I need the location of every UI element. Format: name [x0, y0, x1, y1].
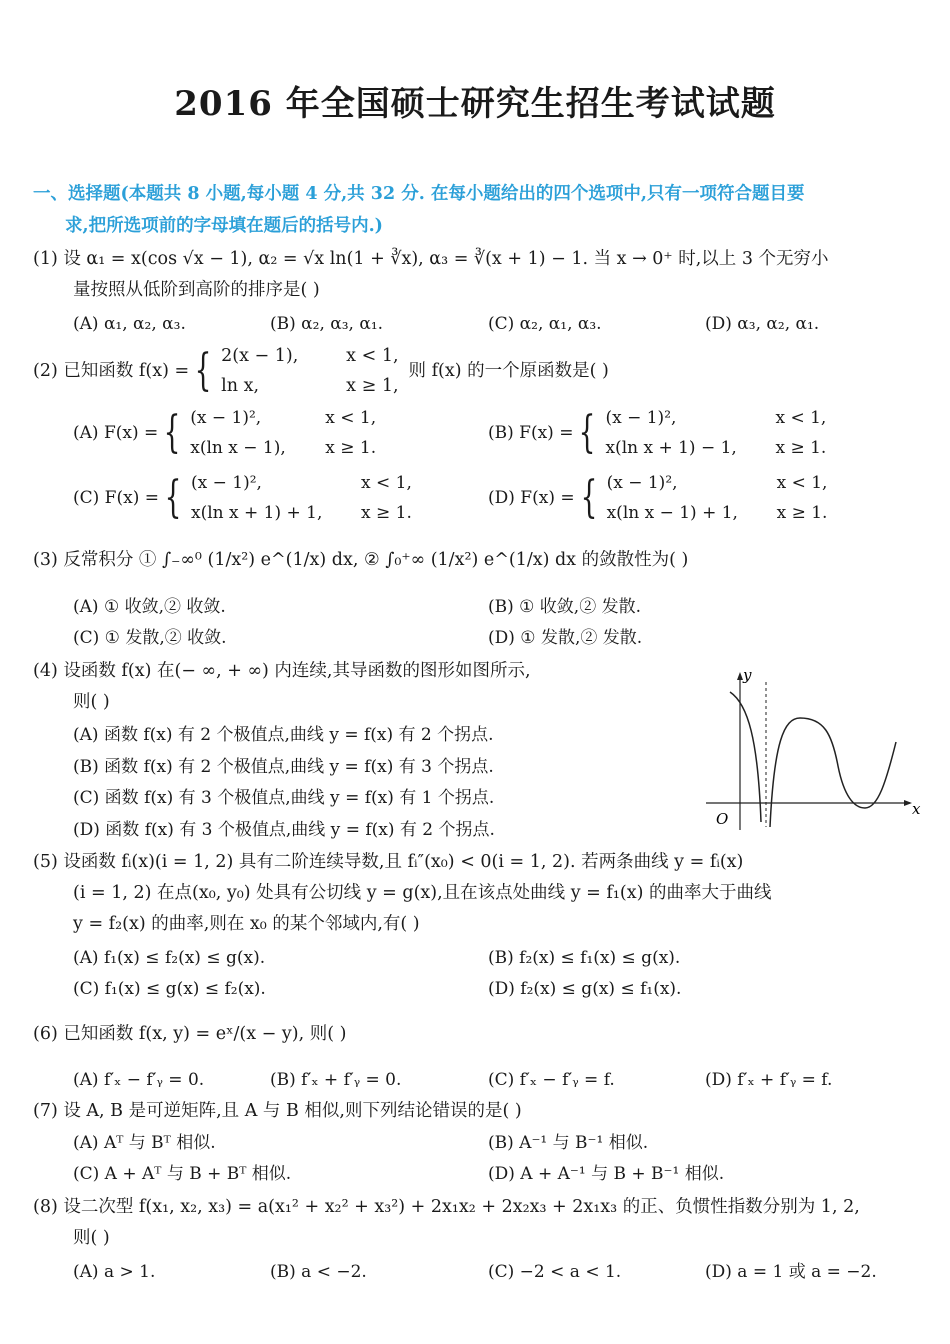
question-6-option-a[interactable]: (A) f′ₓ − f′ᵧ = 0.	[73, 1070, 205, 1090]
q2d-case-2-cond: x ≥ 1.	[776, 503, 828, 523]
derivative-curve-right-branch	[770, 718, 896, 827]
question-2-option-d[interactable]	[488, 468, 827, 528]
question-2-option-c[interactable]	[73, 468, 412, 528]
question-7-option-c[interactable]: (C) A + Aᵀ 与 B + Bᵀ 相似.	[73, 1164, 292, 1184]
question-7-option-d[interactable]: (D) A + A⁻¹ 与 B + B⁻¹ 相似.	[488, 1164, 725, 1184]
q2-case-1-cond: x < 1,	[346, 346, 399, 366]
question-3	[33, 545, 688, 576]
question-1-option-a[interactable]: (A) α₁, α₂, α₃.	[73, 314, 186, 334]
q2d-case-1-cond: x < 1,	[776, 473, 828, 493]
q2d-label: (D) F(x) =	[488, 488, 575, 508]
question-3-stem: (3) 反常积分 ① ∫₋∞⁰ (1/x²) e^(1/x) dx, ② ∫₀⁺∞ (1/x²) e^(1/x) dx 的敛散性为( )	[33, 550, 689, 570]
question-5	[33, 847, 771, 940]
origin-label: O	[716, 810, 729, 828]
question-5-stem-line-2: (i = 1, 2) 在点(x₀, y₀) 处具有公切线 y = g(x),且在该点处曲线 y = f₁(x) 的曲率大于曲线	[73, 883, 772, 903]
q2a-brace: {	[163, 407, 181, 458]
question-8-option-d[interactable]: (D) a = 1 或 a = −2.	[705, 1262, 877, 1282]
question-2	[33, 341, 609, 401]
x-axis-arrow-icon	[904, 800, 912, 806]
q2c-case-2-cond: x ≥ 1.	[360, 503, 412, 523]
page-title: 2016 年全国硕士研究生招生考试试题	[174, 84, 776, 124]
q2b-case-2-expr: x(ln x + 1) − 1,	[605, 438, 737, 458]
section-heading	[33, 178, 923, 242]
derivative-graph-figure	[700, 662, 925, 837]
question-5-option-b[interactable]: (B) f₂(x) ≤ f₁(x) ≤ g(x).	[488, 948, 681, 968]
question-6-option-d[interactable]: (D) f′ₓ + f′ᵧ = f.	[705, 1070, 833, 1090]
question-2-option-a[interactable]	[73, 403, 376, 463]
question-3-option-b[interactable]: (B) ① 收敛,② 发散.	[488, 597, 642, 617]
question-5-option-d[interactable]: (D) f₂(x) ≤ g(x) ≤ f₁(x).	[488, 979, 682, 999]
q2a-case-1-expr: (x − 1)²,	[190, 408, 262, 428]
q2a-case-2-expr: x(ln x − 1),	[190, 438, 286, 458]
question-2-left-brace: {	[194, 345, 212, 396]
q2b-case-2-cond: x ≥ 1.	[775, 438, 827, 458]
q2c-case-1-cond: x < 1,	[360, 473, 412, 493]
q2a-label: (A) F(x) =	[73, 423, 159, 443]
question-7	[33, 1096, 522, 1127]
question-1-option-c[interactable]: (C) α₂, α₁, α₃.	[488, 314, 602, 334]
q2-case-2-expr: ln x,	[221, 376, 260, 396]
question-8-option-c[interactable]: (C) −2 < a < 1.	[488, 1262, 622, 1282]
q2b-brace: {	[579, 407, 596, 458]
question-2-stem-prefix: (2) 已知函数 f(x) =	[33, 360, 190, 381]
question-4-option-a[interactable]: (A) 函数 f(x) 有 2 个极值点,曲线 y = f(x) 有 2 个拐点.	[73, 725, 494, 745]
question-2-stem-suffix: 则 f(x) 的一个原函数是( )	[408, 360, 609, 381]
question-6-option-b[interactable]: (B) f′ₓ + f′ᵧ = 0.	[270, 1070, 402, 1090]
q2d-brace: {	[580, 472, 597, 523]
q2b-case-1-cond: x < 1,	[775, 408, 827, 428]
question-4-option-b[interactable]: (B) 函数 f(x) 有 2 个极值点,曲线 y = f(x) 有 3 个拐点.	[73, 757, 494, 777]
q2c-case-1-expr: (x − 1)²,	[190, 473, 262, 493]
question-4-stem-line-1: (4) 设函数 f(x) 在(− ∞, + ∞) 内连续,其导函数的图形如图所示,	[33, 661, 531, 681]
question-8-stem-line-1: (8) 设二次型 f(x₁, x₂, x₃) = a(x₁² + x₂² + x₃²) + 2x₁x₂ + 2x₂x₃ + 2x₁x₃ 的正、负惯性指数分别为 1, 2,	[33, 1197, 860, 1217]
question-8-option-a[interactable]: (A) a > 1.	[73, 1262, 156, 1282]
q2d-case-2-expr: x(ln x − 1) + 1,	[606, 503, 738, 523]
question-4-option-c[interactable]: (C) 函数 f(x) 有 3 个极值点,曲线 y = f(x) 有 1 个拐点.	[73, 788, 495, 808]
q2c-label: (C) F(x) =	[73, 488, 159, 508]
question-5-stem-line-1: (5) 设函数 fᵢ(x)(i = 1, 2) 具有二阶连续导数,且 fᵢ″(x₀) < 0(i = 1, 2). 若两条曲线 y = fᵢ(x)	[33, 852, 744, 872]
q2-case-2-cond: x ≥ 1,	[346, 376, 399, 396]
question-7-stem: (7) 设 A, B 是可逆矩阵,且 A 与 B 相似,则下列结论错误的是( )	[33, 1101, 522, 1121]
question-3-option-c[interactable]: (C) ① 发散,② 收敛.	[73, 628, 227, 648]
question-6-option-c[interactable]: (C) f′ₓ − f′ᵧ = f.	[488, 1070, 615, 1090]
question-6	[33, 1019, 346, 1050]
question-2-stem	[33, 341, 609, 401]
question-4-stem-line-2: 则( )	[73, 692, 110, 712]
q2b-case-1-expr: (x − 1)²,	[605, 408, 677, 428]
question-1-option-b[interactable]: (B) α₂, α₃, α₁.	[270, 314, 384, 334]
question-3-option-d[interactable]: (D) ① 发散,② 发散.	[488, 628, 643, 648]
question-4-option-d[interactable]: (D) 函数 f(x) 有 3 个极值点,曲线 y = f(x) 有 2 个拐点.	[73, 820, 495, 840]
q2b-label: (B) F(x) =	[488, 423, 574, 443]
question-1-stem-line-1: (1) 设 α₁ = x(cos √x − 1), α₂ = √x ln(1 + ∛x), α₃ = ∛(x + 1) − 1. 当 x → 0⁺ 时,以上 3 个无穷小	[33, 249, 829, 269]
question-4	[33, 656, 531, 718]
question-1-stem-line-2: 量按照从低阶到高阶的排序是( )	[73, 280, 320, 300]
question-5-stem-line-3: y = f₂(x) 的曲率,则在 x₀ 的某个邻域内,有( )	[73, 914, 420, 934]
question-5-option-c[interactable]: (C) f₁(x) ≤ g(x) ≤ f₂(x).	[73, 979, 266, 999]
section-heading-line-1: 一、选择题(本题共 8 小题,每小题 4 分,共 32 分. 在每小题给出的四个选项中,只有一项符合题目要	[33, 184, 805, 204]
q2a-case-1-cond: x < 1,	[325, 408, 377, 428]
q2c-case-2-expr: x(ln x + 1) + 1,	[190, 503, 323, 523]
q2-case-1-expr: 2(x − 1),	[221, 346, 299, 366]
question-6-stem: (6) 已知函数 f(x, y) = eˣ/(x − y), 则( )	[33, 1024, 347, 1044]
question-1-option-d[interactable]: (D) α₃, α₂, α₁.	[705, 314, 820, 334]
question-1	[33, 244, 829, 306]
question-3-option-a[interactable]: (A) ① 收敛,② 收敛.	[73, 597, 226, 617]
q2c-brace: {	[164, 472, 182, 523]
question-2-option-b[interactable]	[488, 403, 826, 463]
y-axis-label: y	[743, 666, 752, 684]
question-7-option-a[interactable]: (A) Aᵀ 与 Bᵀ 相似.	[73, 1133, 216, 1153]
question-8-option-b[interactable]: (B) a < −2.	[270, 1262, 367, 1282]
question-8-stem-line-2: 则( )	[73, 1228, 110, 1248]
x-axis-label: x	[912, 800, 921, 818]
q2a-case-2-cond: x ≥ 1.	[325, 438, 377, 458]
question-7-option-b[interactable]: (B) A⁻¹ 与 B⁻¹ 相似.	[488, 1133, 649, 1153]
question-5-option-a[interactable]: (A) f₁(x) ≤ f₂(x) ≤ g(x).	[73, 948, 266, 968]
q2d-case-1-expr: (x − 1)²,	[606, 473, 678, 493]
section-heading-line-2: 求,把所选项前的字母填在题后的括号内.)	[65, 216, 383, 236]
question-8	[33, 1192, 860, 1254]
question-2-piecewise	[221, 341, 398, 401]
